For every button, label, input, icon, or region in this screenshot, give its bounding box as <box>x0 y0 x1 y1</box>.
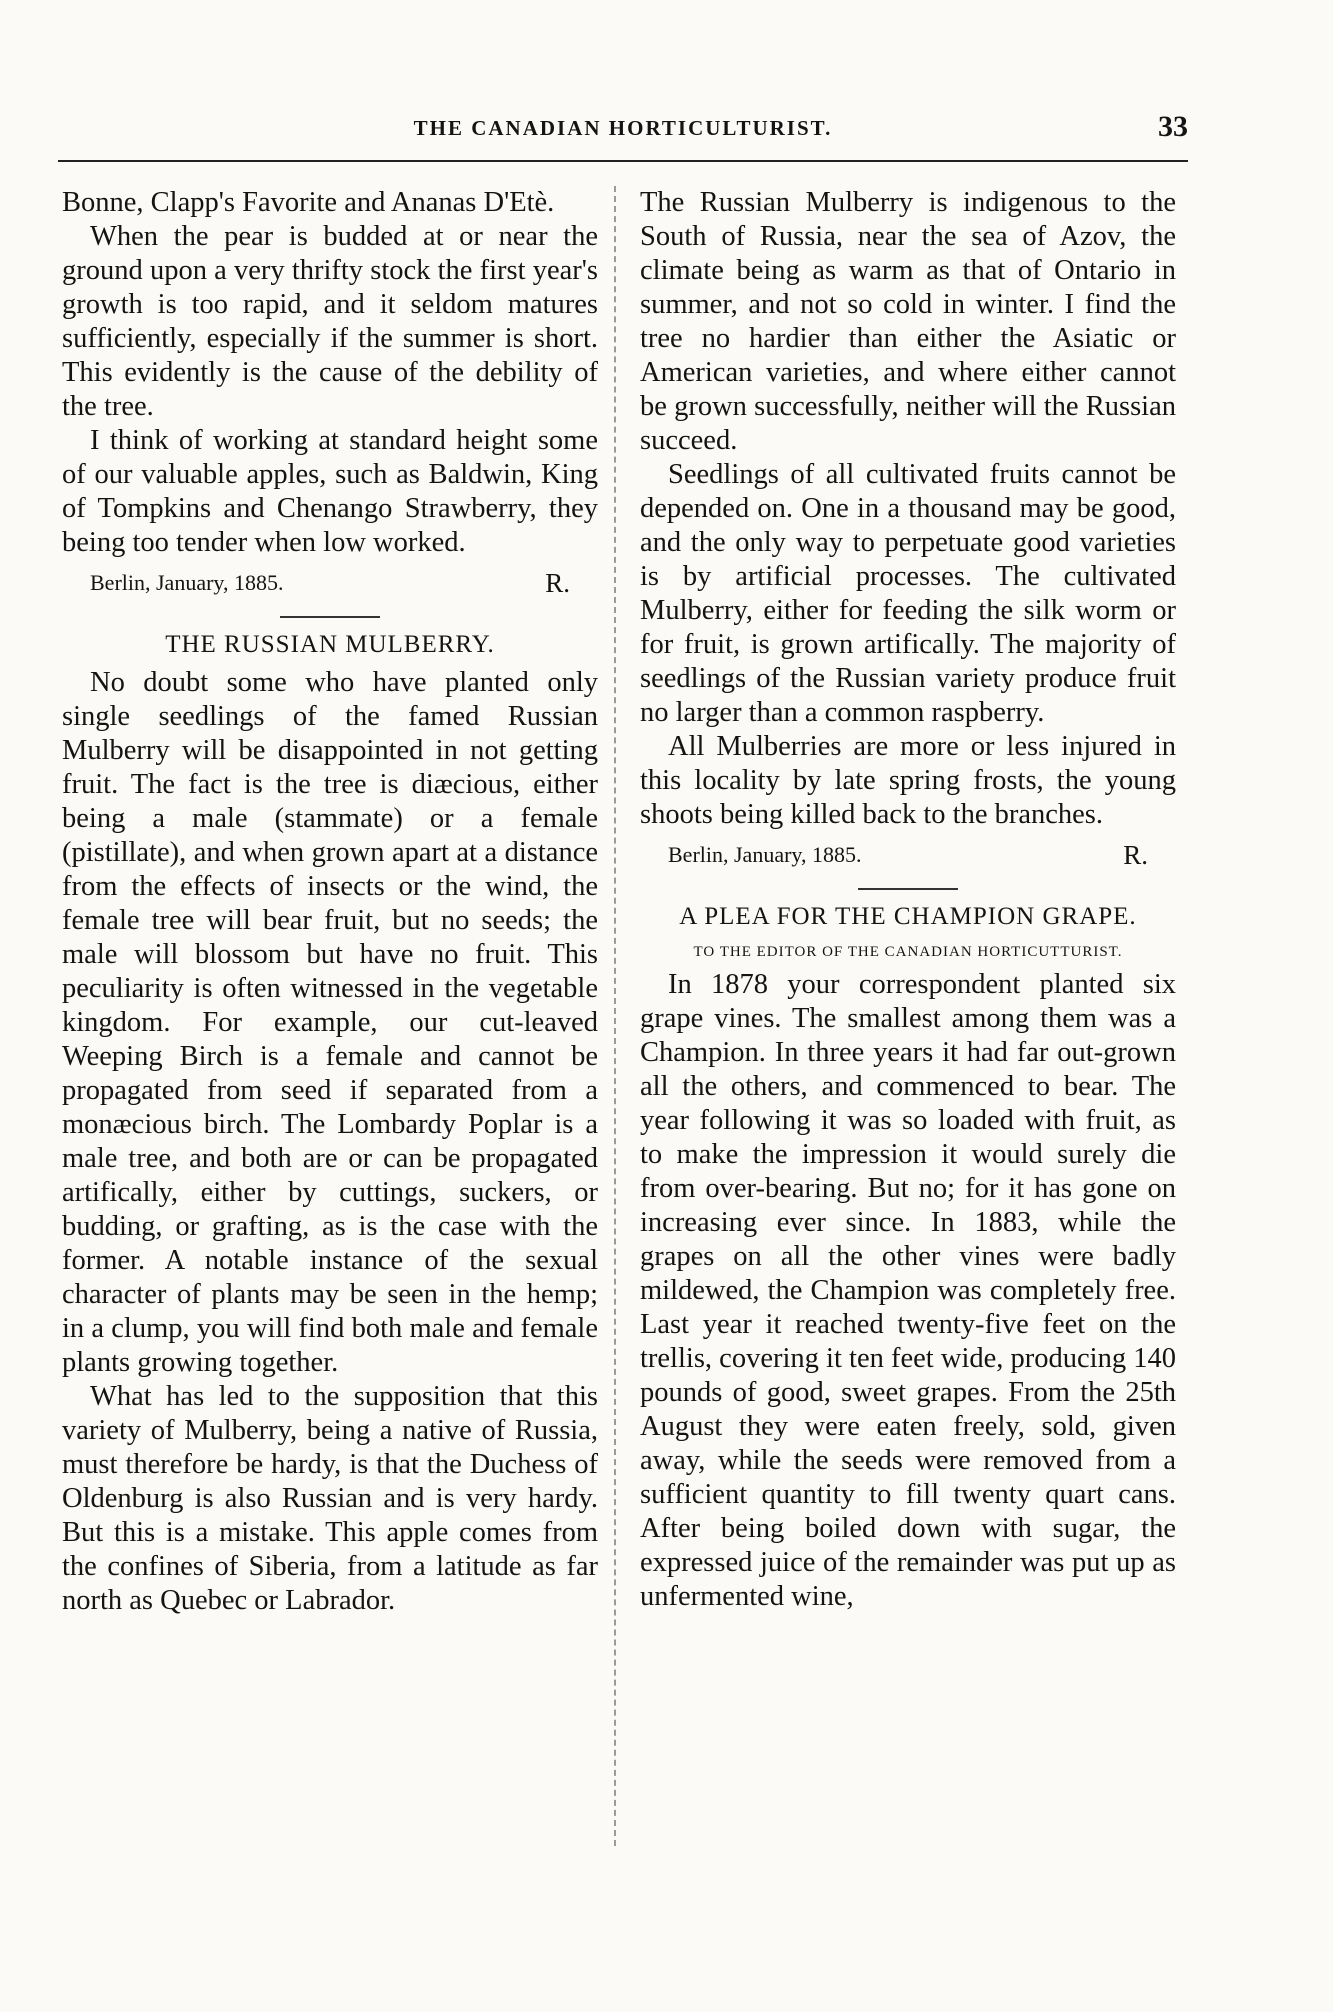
signoff-place-date: Berlin, January, 1885. <box>668 842 862 867</box>
section-divider <box>858 888 958 890</box>
right-column <box>640 186 1176 1614</box>
paragraph: All Mulberries are more or less injured in this locality by late spring frosts, the young shoots being killed back to the branches. <box>640 731 1176 830</box>
header-rule <box>58 160 1188 162</box>
page-header <box>58 100 1188 150</box>
section-divider <box>280 616 380 618</box>
paragraph: In 1878 your correspondent planted six grape vines. The smallest among them was a Champion. In three years it had far out-grown all the others, and commenced to bear. The year following it was so loaded with fruit, as to make the impression it would surely die from over-bearing. But no; for it has gone on increasing ever since. In 1883, while the grapes on all the other vines were badly mildewed, the Champion was completely free. Last year it reached twenty-five feet on the trellis, covering it ten feet wide, producing 140 pounds of good, sweet grapes. From the 25th August they were eaten freely, sold, given away, while the seeds were removed from a sufficient quantity to fill twenty quart cans. After being boiled down with sugar, the expressed juice of the remainder was put up as unfermented wine, <box>640 969 1176 1612</box>
signoff-initial: R. <box>545 568 570 598</box>
page-number: 33 <box>1158 110 1188 143</box>
article-heading: A PLEA FOR THE CHAMPION GRAPE. <box>679 903 1137 930</box>
left-column <box>62 186 598 1618</box>
signoff-initial: R. <box>1123 840 1148 870</box>
article-heading: THE RUSSIAN MULBERRY. <box>165 631 495 658</box>
paragraph: I think of working at standard height some of our valuable apples, such as Baldwin, King of Tompkins and Chenango Strawberry, they being too tender when low worked. <box>62 425 598 558</box>
signoff <box>90 566 598 600</box>
continuation-text: Bonne, Clapp's Favorite and Ananas D'Etè. <box>62 187 555 218</box>
paragraph: What has led to the supposition that this variety of Mulberry, being a native of Russia, must therefore be hardy, is that the Duchess of Oldenburg is also Russian and is very hardy. But this is a mistake. This apple comes from the confines of Siberia, from a latitude as far north as Quebec or Labrador. <box>62 1381 598 1616</box>
paragraph: When the pear is budded at or near the ground upon a very thrifty stock the first year's growth is too rapid, and it seldom matures sufficiently, especially if the summer is short. This evidently is the cause of the debility of the tree. <box>62 221 598 422</box>
paragraph: The Russian Mulberry is indigenous to the South of Russia, near the sea of Azov, the climate being as warm as that of Ontario in summer, and not so cold in winter. I find the tree no hardier than either the Asiatic or American varieties, and where either cannot be grown successfully, neither will the Russian succeed. <box>640 187 1176 456</box>
editor-salutation: TO THE EDITOR OF THE CANADIAN HORTICUTTURIST. <box>693 944 1123 960</box>
signoff <box>668 838 1176 872</box>
signoff-place-date: Berlin, January, 1885. <box>90 570 284 595</box>
column-divider <box>614 186 616 1846</box>
running-title: THE CANADIAN HORTICULTURIST. <box>413 116 833 140</box>
paragraph: No doubt some who have planted only single seedlings of the famed Russian Mulberry will be disappointed in not getting fruit. The fact is the tree is diæcious, either being a male (stammate) or a female (pistillate), and when grown apart at a distance from the effects of insects or the wind, the female tree will bear fruit, but no seeds; the male will blossom but have no fruit. This peculiarity is often witnessed in the vegetable kingdom. For example, our cut-leaved Weeping Birch is a female and cannot be propagated from seed if separated from a monæcious birch. The Lombardy Poplar is a male tree, and both are or can be propagated artifically, either by cuttings, suckers, or budding, or grafting, as is the case with the former. A notable instance of the sexual character of plants may be seen in the hemp; in a clump, you will find both male and female plants growing together. <box>62 667 598 1378</box>
paragraph: Seedlings of all cultivated fruits cannot be depended on. One in a thousand may be good, and the only way to perpetuate good varieties is by artificial processes. The cultivated Mulberry, either for feeding the silk worm or for fruit, is grown artifically. The majority of seedlings of the Russian variety produce fruit no larger than a common raspberry. <box>640 459 1176 728</box>
